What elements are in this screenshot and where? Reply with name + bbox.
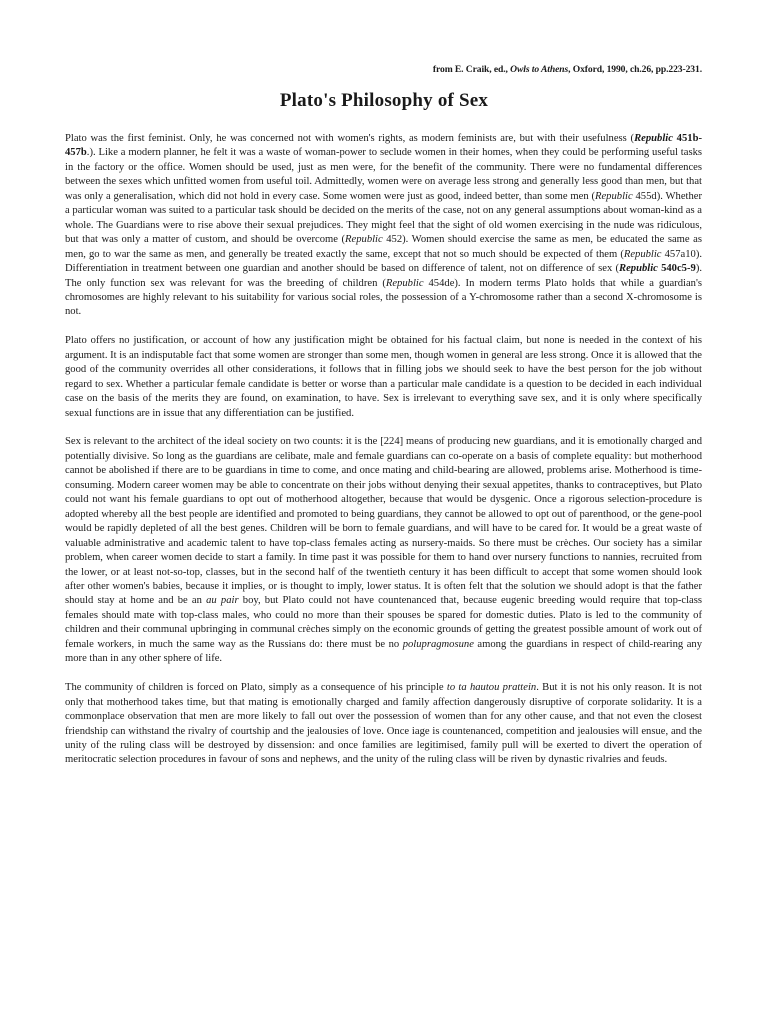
text-run: 457a10). Differentiation in treatment between one guardian and another should be based on difference of talent, not on difference of sex ( bbox=[65, 248, 702, 275]
text-run: among the guardians in respect of child-rearing any more than in any other sphere of life. bbox=[65, 638, 702, 665]
article-body bbox=[65, 132, 702, 782]
citation-book-title: Owls to Athens bbox=[510, 64, 569, 75]
text-run: ). The only function sex was relevant for was the breeding of children ( bbox=[65, 263, 702, 289]
text-run: Plato was the first feminist. Only, he was concerned not with women's rights, as modern feminists are, but with their usefulness ( bbox=[65, 133, 635, 144]
text-run: 451b-457b bbox=[65, 133, 702, 159]
text-run: 540c5-9 bbox=[657, 263, 696, 275]
source-citation bbox=[433, 64, 702, 75]
text-run: .). Like a modern planner, he felt it was a waste of woman-power to seclude women in their homes, when they could be performing useful tasks in the factory or the office. Women should be used, just as men were, for the benefit of the community. There were no fundamental differences between the sexes which unfitted women from useful toil. Admittedly, women were on average less strong and generally less good than men, but that was only a generalisation, which did not hold in every case. Some women were just as good, indeed better, than some men ( bbox=[65, 147, 702, 202]
text-run: polupragmosune bbox=[402, 638, 474, 650]
citation-suffix: , Oxford, 1990, ch.26, pp.223-231. bbox=[568, 64, 702, 75]
paragraph bbox=[65, 435, 702, 666]
citation-prefix: from E. Craik, ed., bbox=[432, 64, 508, 75]
text-run: Republic bbox=[595, 190, 633, 202]
text-run: 454de). In modern terms Plato holds that while a guardian's chromosomes are highly relevant to his suitability for various social roles, the possession of a Y-chromosome rather than a second X-chromosome is not. bbox=[65, 277, 702, 318]
text-run: Republic bbox=[623, 248, 662, 260]
paragraph bbox=[65, 132, 702, 320]
text-run: Republic bbox=[634, 133, 673, 144]
text-run: to ta hautou prattein bbox=[446, 682, 537, 694]
text-run: Republic bbox=[345, 234, 383, 246]
text-run: au pair bbox=[206, 595, 239, 607]
text-run: Plato offers no justification, or account of how any justification might be obtained for his factual claim, but none is needed in the context of his argument. It is an indisputable fact that some women are stronger than some men, though women in general are less strong. Once it is allowed that the good of the community overrides all other considerations, it follows that in filling jobs we should seek to have the best person for the job without regard to sex. Whether a particular female candidate is better or worse than a particular male candidate is a question to be decided in each individual case on the basis of the merits they are found, on examination, to have. Sex is irrelevant to everything save sex, and it is only where specifically sexual functions are in issue that any differentiation can be justified. bbox=[65, 335, 702, 419]
text-run: Republic bbox=[385, 277, 424, 289]
paragraph bbox=[65, 334, 702, 421]
text-run: 452). Women should exercise the same as men, be educated the same as men, go to war the same as men, and generally be treated exactly the same, except that not so much should be expected of them ( bbox=[65, 234, 702, 260]
text-run: Sex is relevant to the architect of the ideal society on two counts: it is the [224] means of producing new guardians, and it is emotionally charged and potentially divisive. So long as the guardians are celibate, male and female guardians can co-operate on a basis of complete equality: but motherhood cannot be abolished if there are to be guardians in time to come, and once mating and child-bearing are allowed, problems arise. Motherhood is time-consuming. Modern career women may be able to concentrate on their jobs without denying their sexual appetites, thanks to contraceptives, but Plato could not want his female guardians to opt out of motherhood altogether, because that would be dysgenic. Once a rigorous selection-procedure is adopted whereby all the best people are identified and promoted to being guardians, they cannot be allowed to opt out of parenthood, or the gene-pool would be rapidly depleted of all the best genes. Children will be born to female guardians, and will have to be cared for. It would be a great waste of valuable administrative and academic talent to have top-class females acting as nursery-maids. So there must be crèches. Our society has a similar problem, when career women decide to start a family. In time past it was possible for them to hand over nursery functions to nannies, recruited from the lower, or at least not-so-top, classes, but in the second half of the twentieth century it has been difficult to accept that some women should look after other women's babies, because it implies, or is thought to imply, lower status. It is often felt that the solution we should adopt is that the father should stay at home and be an bbox=[65, 436, 702, 607]
text-run: Republic bbox=[619, 263, 658, 275]
text-run: 455d). Whether a particular woman was suited to a particular task should be decided on the merits of the case, not on any general assumptions about woman-kind as a whole. The Guardians were to rise above their sexual prejudices. They might feel that the sight of old women exercising in the nude was ridiculous, but that was only a matter of custom, and should be overcome ( bbox=[65, 190, 702, 246]
text-run: . But it is not his only reason. It is not only that motherhood takes time, but that mating is emotionally charged and family affection dangerously disruptive of corporate solidarity. It is a commonplace observation that men are more likely to fall out over the possession of women than for any other cause, and that not even the closest friendship can withstand the rivalry of courtship and the jealousies of love. Once iage is countenanced, competition and jealousies will ensue, and the unity of the ruling class will be destroyed by dissension: and once families are legitimised, family pull will be exerted to divert the operation of meritocratic selection procedures in favour of sons and nephews, and the unity of the ruling class will be riven by dynastic rivalries and feuds. bbox=[65, 682, 702, 766]
text-run: boy, but Plato could not have countenanced that, because eugenic breeding would require that top-class females should mate with top-class males, who could no more than their spouses be spared for domestic duties. Plato is led to the community of children and their communal upbringing in communal crèches simply on the economic grounds of getting the greatest possible amount of work out of female workers, in much the same way as the Russians do: there must be no bbox=[65, 595, 702, 650]
paragraph bbox=[65, 681, 702, 768]
page-title: Plato's Philosophy of Sex bbox=[279, 90, 489, 111]
text-run: The community of children is forced on Plato, simply as a consequence of his principle bbox=[65, 682, 447, 694]
